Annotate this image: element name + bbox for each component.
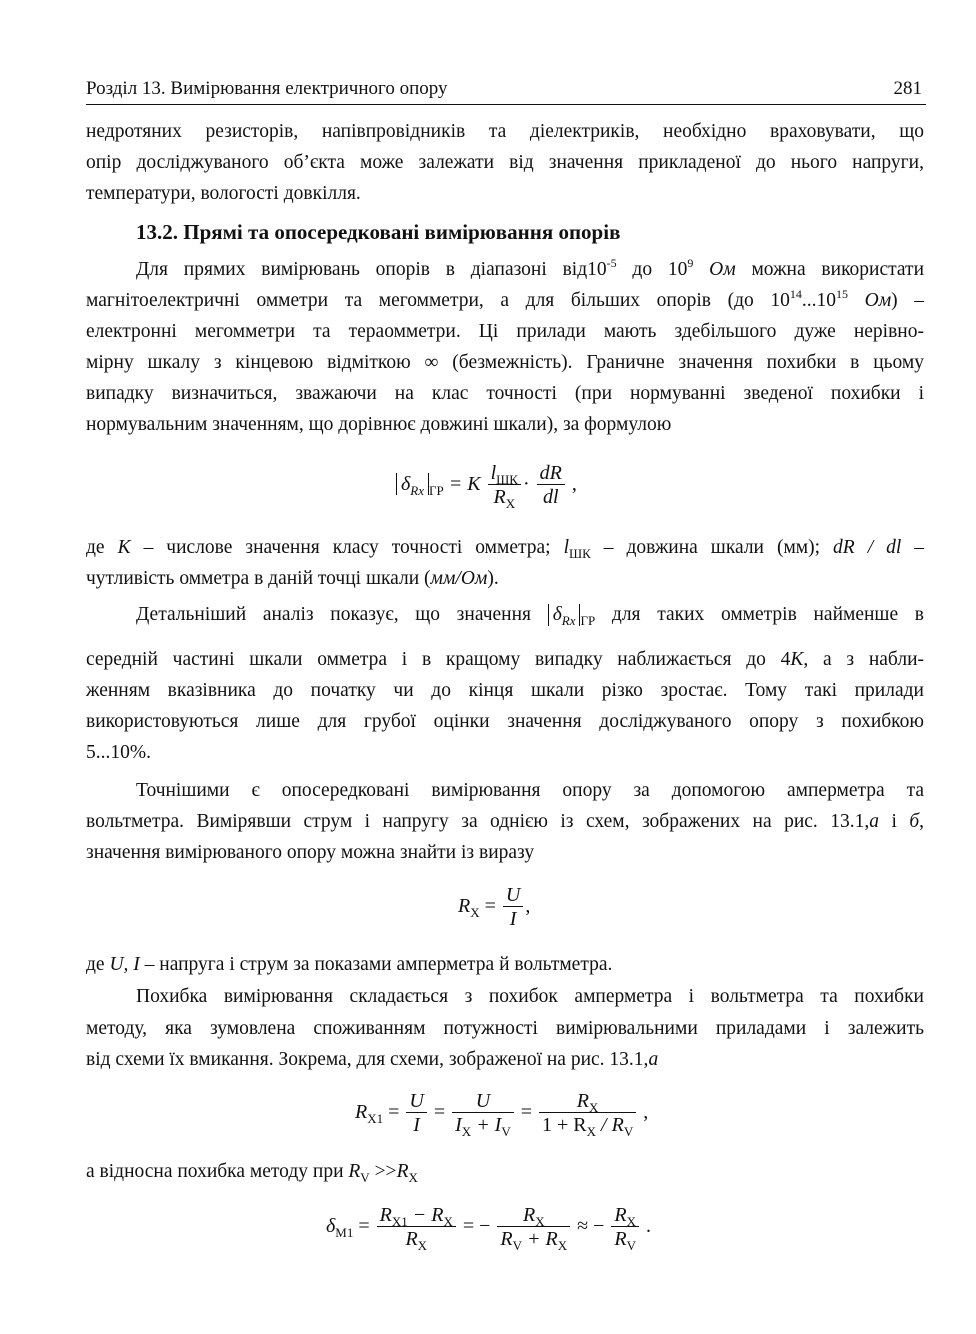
subscript: X xyxy=(557,1238,568,1253)
body-line xyxy=(86,289,924,313)
subscript: V xyxy=(501,1124,511,1139)
formula-text: δ xyxy=(326,1215,336,1238)
text-run: де xyxy=(86,537,118,558)
subscript: X xyxy=(589,1100,599,1115)
subscript: X xyxy=(535,1214,545,1229)
subscript: X1 xyxy=(391,1214,408,1229)
body-line: використовуються лише для грубої оцінки значення досліджуваного опору з похибкою xyxy=(86,711,924,732)
absolute-value xyxy=(396,473,429,499)
body-line xyxy=(86,536,924,560)
body-line: мірну шкалу з кінцевою відміткою ∞ (безмежність). Граничне значення похибки в цьому xyxy=(86,352,924,373)
subscript: V xyxy=(626,1238,637,1253)
formula-text: = K xyxy=(443,473,481,496)
formula-text: = xyxy=(353,1215,375,1238)
denominator: + R xyxy=(522,1228,558,1250)
body-line: електронні мегомметри та тераомметри. Ці прилади мають здебільшого дуже нерівно- xyxy=(86,321,924,342)
text-run: і xyxy=(879,811,910,832)
figure-ref: а xyxy=(869,811,879,832)
formula-text: , xyxy=(638,1101,649,1124)
formula-rx1 xyxy=(355,1090,648,1137)
page-number: 281 xyxy=(893,78,922,99)
text-run: , xyxy=(919,811,925,832)
text-run: де xyxy=(86,954,110,975)
denominator: R xyxy=(405,1228,418,1250)
fraction xyxy=(406,1090,426,1137)
body-line xyxy=(86,1048,924,1072)
formula-text: = xyxy=(515,1101,538,1124)
subscript: M1 xyxy=(335,1225,354,1241)
body-line: 5...10%. xyxy=(86,742,151,763)
symbol: K xyxy=(790,649,804,670)
numerator: U xyxy=(505,884,521,906)
formula-text: = xyxy=(479,895,501,918)
subscript: V xyxy=(512,1238,523,1253)
numerator: l xyxy=(490,462,497,484)
formula-method-error xyxy=(326,1204,651,1251)
subscript: X xyxy=(417,1238,428,1253)
subscript: ГР xyxy=(429,483,444,499)
numerator: − R xyxy=(407,1204,444,1226)
subscript: X xyxy=(505,496,516,511)
symbol: dR / dl xyxy=(833,537,902,558)
body-line xyxy=(86,648,924,672)
body-line: опір досліджуваного об’єкта може залежати від значення прикладеної до нього напруги, xyxy=(86,152,924,173)
subscript: Rx xyxy=(561,613,576,628)
fraction xyxy=(537,462,565,509)
figure-ref: а xyxy=(648,1049,659,1070)
text-run: – числове значення класу точності омметра; xyxy=(130,537,564,558)
symbol: R xyxy=(396,1161,409,1182)
subscript: X xyxy=(408,1170,418,1185)
subscript: X xyxy=(461,1124,472,1139)
exponent: -5 xyxy=(606,256,617,270)
formula-text: . xyxy=(641,1215,652,1238)
numerator: U xyxy=(475,1090,491,1112)
numerator: R xyxy=(576,1090,590,1112)
denominator: I xyxy=(509,908,517,930)
formula-text: R xyxy=(458,895,471,918)
body-line: температури, вологості довкілля. xyxy=(86,183,361,204)
body-line: методу, яка зумовлена споживанням потужності вимірювальними приладами і залежить xyxy=(86,1018,924,1039)
text-run: можна використати xyxy=(735,259,925,280)
numerator: R xyxy=(614,1204,627,1226)
chapter-title: Розділ 13. Вимірювання електричного опору xyxy=(86,78,448,99)
text-run: ...10 xyxy=(801,290,836,311)
fraction xyxy=(503,884,523,931)
fraction xyxy=(452,1090,514,1137)
text-run: ) – xyxy=(891,290,924,311)
subscript: ШК xyxy=(568,546,591,561)
figure-ref: б xyxy=(909,811,920,832)
delta-symbol: δ xyxy=(401,473,411,496)
numerator: R xyxy=(379,1204,392,1226)
subscript: V xyxy=(623,1124,634,1139)
fraction xyxy=(539,1090,636,1137)
text-run: Для прямих вимірювань опорів в діапазоні від10 xyxy=(136,259,607,280)
text-run: середній частині шкали омметра і в кращому випадку наближається до 4 xyxy=(86,649,791,670)
formula-text: , xyxy=(525,895,531,918)
subscript: Rx xyxy=(410,483,425,499)
numerator: dR xyxy=(539,462,562,484)
text-run: до 10 xyxy=(616,259,688,280)
body-line: женням вказівника до початку чи до кінця шкали різко зростає. Тому такі прилади xyxy=(86,680,924,701)
symbol: K xyxy=(117,537,131,558)
text-run: для таких омметрів найменше в xyxy=(595,604,924,625)
subscript: X xyxy=(626,1214,637,1229)
body-line: недротяних резисторів, напівпровідників та діелектриків, необхідно враховувати, що xyxy=(86,121,924,142)
subscript: X xyxy=(443,1214,453,1229)
body-line: значення вимірюваного опору можна знайти із виразу xyxy=(86,842,535,863)
body-line xyxy=(136,258,924,282)
exponent: 14 xyxy=(789,287,802,301)
body-line xyxy=(136,603,924,627)
subscript: V xyxy=(360,1170,370,1185)
formula-text: , xyxy=(566,473,577,496)
dot-operator: · xyxy=(522,473,530,496)
formula-error-limit xyxy=(396,462,577,509)
exponent: 15 xyxy=(835,287,848,301)
text-run: – xyxy=(901,537,924,558)
subscript: X1 xyxy=(367,1111,384,1127)
section-heading: 13.2. Прямі та опосередковані вимірювання опорів xyxy=(136,220,621,244)
absolute-value xyxy=(548,604,581,626)
subscript: X xyxy=(470,905,480,921)
denominator: R xyxy=(493,486,506,508)
numerator: R xyxy=(522,1204,536,1226)
text-run: , а з набли- xyxy=(803,649,925,670)
denominator: R xyxy=(614,1228,627,1250)
body-line: випадку визначиться, зважаючи на клас точності (при нормуванні зведеної похибки і xyxy=(86,383,924,404)
denominator: + I xyxy=(471,1114,502,1136)
text-run: магнітоелектричні омметри та мегомметри, а для більших опорів (до 10 xyxy=(86,290,790,311)
exponent: 9 xyxy=(687,256,694,270)
text-run: Детальніший аналіз показує, що значення xyxy=(136,604,548,625)
subscript: ГР xyxy=(580,613,596,628)
body-line xyxy=(86,1160,924,1184)
body-line: нормувальним значенням, що дорівнює довжині шкали), за формулою xyxy=(86,414,672,435)
denominator: I xyxy=(413,1114,420,1136)
symbol: U, I xyxy=(109,954,140,975)
denominator: / R xyxy=(596,1114,624,1136)
text-run: вольтметра. Вимірявши струм і напругу за однією із схем, зображених на рис. 13.1, xyxy=(86,811,870,832)
delta-symbol: δ xyxy=(552,604,562,625)
denominator: dl xyxy=(542,486,559,508)
formula-resistance xyxy=(458,884,530,931)
unit: мм/Ом xyxy=(430,568,488,589)
body-line xyxy=(86,953,924,977)
fraction xyxy=(497,1204,570,1251)
subscript: X xyxy=(586,1124,597,1139)
text-run: – довжина шкали (мм); xyxy=(590,537,834,558)
body-line: Похибка вимірювання складається з похибок амперметра і вольтметра та похибки xyxy=(136,986,924,1007)
text-run: а відносна похибка методу при xyxy=(86,1161,349,1182)
numerator: U xyxy=(409,1090,424,1112)
denominator: R xyxy=(500,1228,513,1250)
text-run: ). xyxy=(487,568,499,589)
denominator: 1 + R xyxy=(542,1114,587,1136)
running-header xyxy=(86,78,926,105)
formula-text: R xyxy=(355,1101,368,1124)
text-run: від схеми їх вмикання. Зокрема, для схеми, зображеної на рис. 13.1, xyxy=(86,1049,649,1070)
symbol: l xyxy=(563,537,569,558)
denominator: I xyxy=(455,1114,462,1136)
text-run: >> xyxy=(369,1161,397,1182)
body-line xyxy=(86,567,924,591)
symbol: R xyxy=(348,1161,361,1182)
body-line xyxy=(86,810,924,834)
formula-text: ≈ − xyxy=(572,1215,605,1238)
formula-text: = xyxy=(383,1101,405,1124)
unit-ohm: Ом xyxy=(693,259,736,280)
text-run: чутливість омметра в даній точці шкали ( xyxy=(86,568,431,589)
formula-text: = xyxy=(428,1101,451,1124)
text-run: – напруга і струм за показами амперметра й вольтметра. xyxy=(139,954,613,975)
unit-ohm: Ом xyxy=(864,290,892,311)
formula-text: = − xyxy=(457,1215,491,1238)
body-line: Точнішими є опосередковані вимірювання опору за допомогою амперметра та xyxy=(136,780,924,801)
fraction xyxy=(611,1204,639,1251)
fraction xyxy=(488,462,521,509)
subscript: ШК xyxy=(496,472,518,487)
fraction xyxy=(377,1204,456,1251)
